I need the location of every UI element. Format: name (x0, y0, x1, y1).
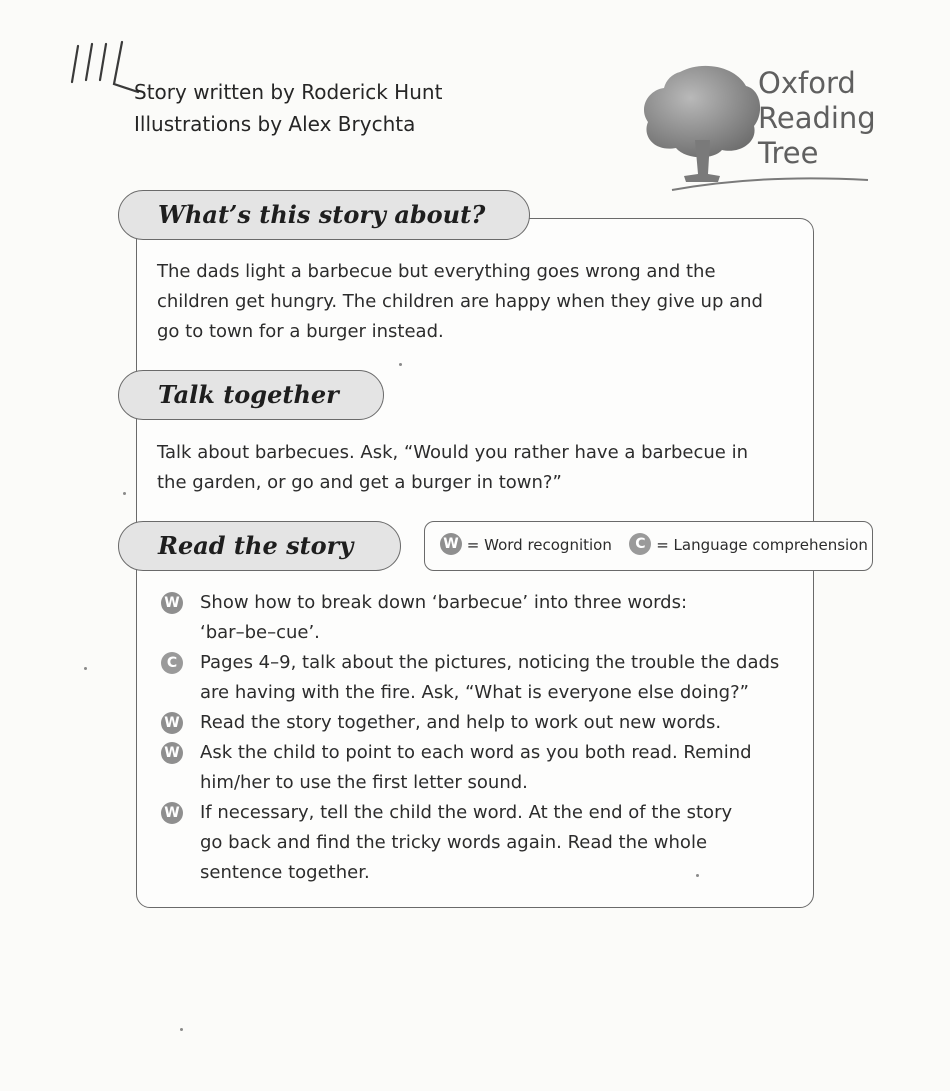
heading-talk-together: Talk together (118, 370, 384, 420)
list-item (158, 708, 779, 738)
tip-line: sentence together. (200, 862, 370, 883)
logo-wordmark (758, 66, 876, 171)
word-recognition-badge-icon: W (161, 742, 183, 764)
list-item (158, 588, 779, 648)
language-comprehension-badge-icon: C (161, 652, 183, 674)
tip-line: go back and find the tricky words again. Read the whole (200, 832, 708, 853)
logo-line-2: Reading (758, 101, 876, 135)
tip-line: ‘bar–be–cue’. (200, 622, 320, 643)
list-item (158, 738, 779, 798)
summary-line: children get hungry. The children are happy when they give up and (157, 291, 763, 312)
heading-whats-this-story-about: What’s this story about? (118, 190, 530, 240)
reading-tips-list (158, 588, 779, 888)
talk-line: the garden, or go and get a burger in town?” (157, 472, 562, 493)
badge-legend (424, 521, 873, 571)
word-recognition-badge-icon: W (161, 712, 183, 734)
tip-line: him/her to use the first letter sound. (200, 772, 528, 793)
illustration-credit: Illustrations by Alex Brychta (134, 112, 416, 136)
story-summary (157, 257, 763, 347)
tip-line: Pages 4–9, talk about the pictures, noticing the trouble the dads (200, 652, 780, 673)
word-recognition-badge-icon: W (161, 592, 183, 614)
tip-line: Read the story together, and help to work out new words. (200, 712, 722, 733)
tip-line: Show how to break down ‘barbecue’ into three words: (200, 592, 688, 613)
paper-speck (180, 1028, 183, 1031)
talk-line: Talk about barbecues. Ask, “Would you rather have a barbecue in (157, 442, 748, 463)
paper-speck (399, 363, 402, 366)
language-comprehension-label: = Language comprehension (656, 536, 868, 554)
story-credit: Story written by Roderick Hunt (134, 80, 443, 104)
tree-icon (644, 66, 760, 182)
tip-line: Ask the child to point to each word as you both read. Remind (200, 742, 752, 763)
heading-read-the-story: Read the story (118, 521, 401, 571)
summary-line: The dads light a barbecue but everything goes wrong and the (157, 261, 716, 282)
word-recognition-badge-icon: W (161, 802, 183, 824)
word-recognition-badge-icon: W (440, 533, 462, 555)
summary-line: go to town for a burger instead. (157, 321, 444, 342)
tip-line: If necessary, tell the child the word. At the end of the story (200, 802, 733, 823)
logo-line-3: Tree (758, 136, 819, 170)
talk-prompt (157, 438, 748, 498)
word-recognition-label: = Word recognition (466, 536, 612, 554)
list-item (158, 798, 779, 888)
paper-speck (123, 492, 126, 495)
paper-speck (84, 667, 87, 670)
language-comprehension-badge-icon: C (629, 533, 651, 555)
credits (134, 76, 442, 140)
list-item (158, 648, 779, 708)
paper-speck (696, 874, 699, 877)
tip-line: are having with the fire. Ask, “What is everyone else doing?” (200, 682, 749, 703)
logo-line-1: Oxford (758, 66, 856, 100)
